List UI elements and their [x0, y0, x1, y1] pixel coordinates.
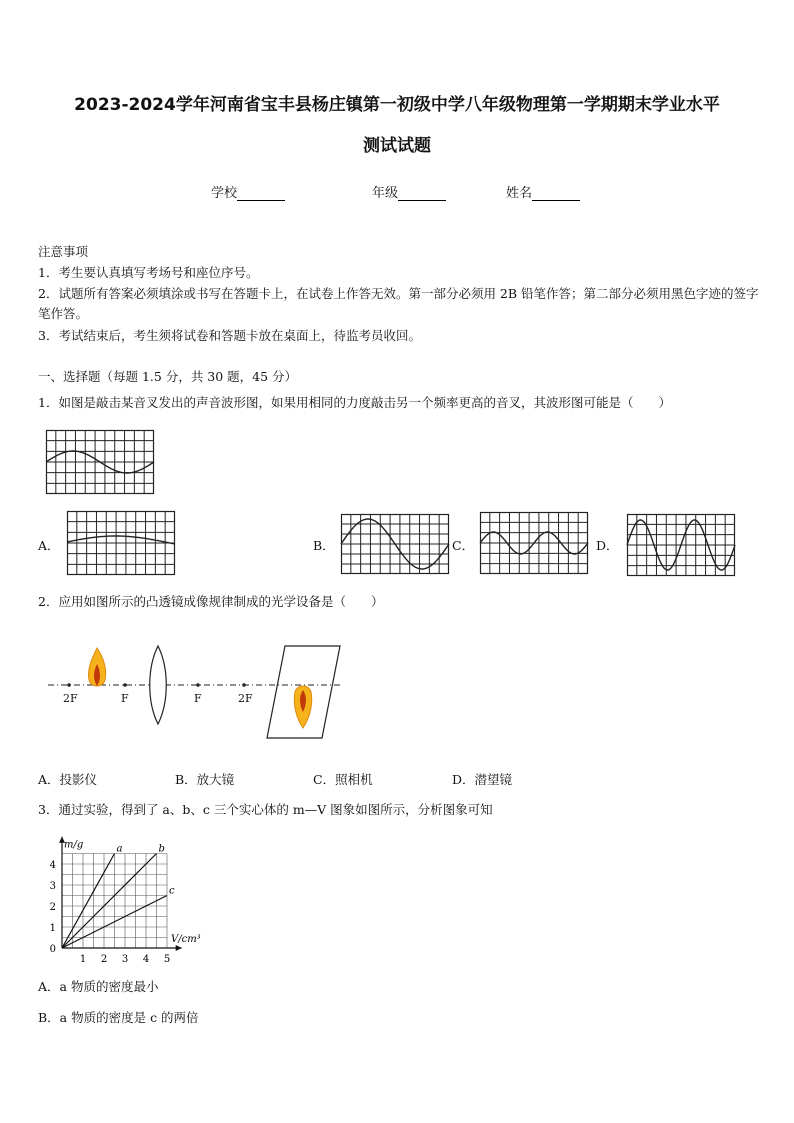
grade-blank[interactable]: [398, 187, 446, 201]
y-tick-label: 4: [49, 860, 56, 871]
q1-reference-waveform: [46, 430, 154, 494]
axis-label: 2F: [238, 692, 253, 705]
school-label: 学校: [211, 186, 238, 201]
series-line-a: [62, 854, 115, 949]
notes-heading: 注意事项: [38, 244, 89, 259]
series-label-b: b: [158, 843, 165, 855]
series-label-a: a: [116, 843, 123, 855]
q2-option-a[interactable]: A．投影仪: [38, 772, 98, 787]
note-item: 3．考试结束后，考生须将试卷和答题卡放在桌面上，待监考员收回。: [38, 328, 421, 343]
axis-label: F: [121, 692, 129, 705]
q1-option-d-waveform[interactable]: [627, 514, 735, 576]
school-blank[interactable]: [237, 187, 285, 201]
point-f-right: [196, 683, 200, 687]
name-label: 姓名: [506, 186, 533, 201]
q2-option-b[interactable]: B．放大镜: [175, 772, 235, 787]
axis-label: 2F: [63, 692, 78, 705]
axis-label: F: [194, 692, 202, 705]
x-tick-label: 4: [142, 954, 150, 965]
x-tick-label: 5: [163, 954, 171, 965]
q1-option-b-waveform[interactable]: [341, 514, 449, 574]
convex-lens: [150, 646, 167, 724]
point-2f-left: [67, 683, 71, 687]
question-3-stem: 3．通过实验，得到了 a、b、c 三个实心体的 m—V 图象如图所示，分析图象可知: [38, 802, 493, 817]
question-1-stem: 1．如图是敲击某音叉发出的声音波形图，如果用相同的力度敲击另一个频率更高的音叉，其波形图可能是（ ）: [38, 395, 671, 410]
q1-option-c-waveform[interactable]: [480, 512, 588, 574]
q1-option-a-waveform[interactable]: [67, 511, 175, 575]
q3-option-a[interactable]: A．a 物质的密度最小: [38, 979, 159, 994]
page-title-line2: 测试试题: [363, 136, 431, 156]
q2-option-c[interactable]: C．照相机: [313, 772, 373, 787]
point-2f-right: [242, 683, 246, 687]
point-f-left: [123, 683, 127, 687]
y-tick-label: 3: [49, 881, 56, 892]
x-axis-arrow-icon: [176, 945, 182, 951]
section-heading: 一、选择题（每题 1.5 分，共 30 题，45 分）: [38, 369, 298, 384]
y-tick-label: 2: [49, 902, 56, 913]
q2-option-d[interactable]: D．潜望镜: [452, 772, 513, 787]
question-2-stem: 2．应用如图所示的凸透镜成像规律制成的光学设备是（ ）: [38, 594, 384, 609]
series-line-b: [62, 854, 157, 949]
q1-option-a-label[interactable]: A．: [38, 538, 60, 553]
q1-option-c-label[interactable]: C．: [452, 538, 475, 553]
note-item: 1．考生要认真填写考场号和座位序号。: [38, 265, 259, 280]
grade-label: 年级: [372, 186, 399, 201]
origin-label: 0: [49, 944, 56, 955]
q1-option-d-label[interactable]: D．: [596, 538, 619, 553]
name-blank[interactable]: [532, 187, 580, 201]
x-tick-label: 3: [121, 954, 129, 965]
inverted-image-icon: [294, 686, 311, 728]
x-tick-label: 1: [79, 954, 87, 965]
note-item: 2．试题所有答案必须填涂或书写在答题卡上，在试卷上作答无效。第一部分必须用 2B 铅笔作答；第二部分必须用黑色字迹的签字笔作答。: [38, 286, 759, 321]
y-tick-label: 1: [49, 923, 56, 934]
q3-option-b[interactable]: B．a 物质的密度是 c 的两倍: [38, 1010, 199, 1025]
x-axis-label: V/cm³: [171, 934, 201, 945]
grade-field[interactable]: [372, 182, 446, 201]
y-axis-label: m/g: [64, 839, 84, 851]
mv-chart: [44, 832, 214, 967]
q1-option-b-label[interactable]: B．: [313, 538, 335, 553]
candle-flame-icon: [88, 648, 105, 686]
page-title-line1: 2023-2024学年河南省宝丰县杨庄镇第一初级中学八年级物理第一学期期末学业水平: [74, 95, 720, 115]
school-field[interactable]: [211, 182, 285, 201]
x-tick-label: 2: [100, 954, 108, 965]
name-field[interactable]: [506, 182, 580, 201]
series-label-c: c: [169, 885, 175, 897]
